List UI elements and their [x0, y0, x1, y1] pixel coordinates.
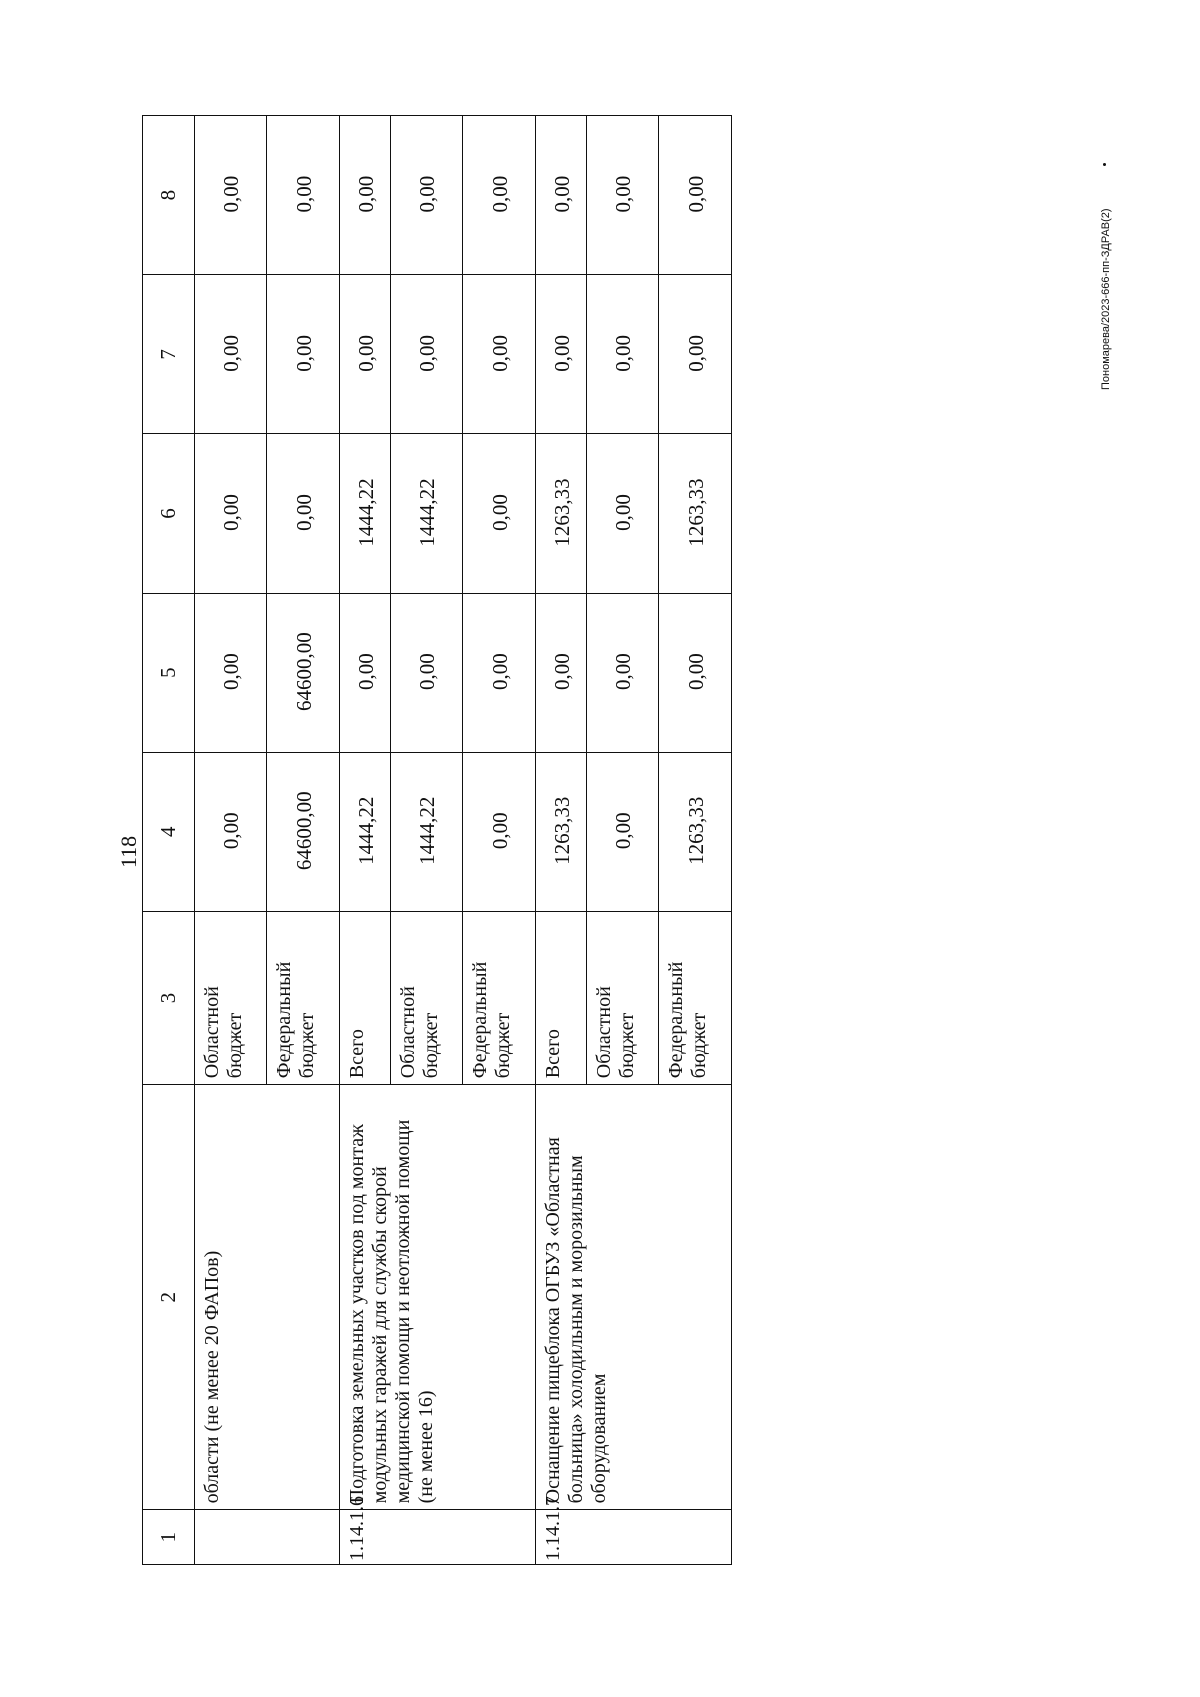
value-cell: 0,00 [194, 593, 267, 752]
budget-source: Федеральный бюджет [659, 911, 732, 1084]
value-cell: 0,00 [536, 593, 587, 752]
value-cell: 0,00 [536, 275, 587, 434]
value-cell: 1263,33 [659, 434, 732, 593]
value-cell: 0,00 [586, 116, 659, 275]
value-cell: 0,00 [267, 116, 340, 275]
value-cell: 1444,22 [390, 752, 463, 911]
value-cell: 0,00 [463, 434, 536, 593]
value-cell: 0,00 [194, 752, 267, 911]
header-col-2: 2 [143, 1085, 195, 1510]
budget-source: Всего [536, 911, 587, 1084]
header-col-5: 5 [143, 593, 195, 752]
table-row [340, 116, 391, 1565]
document-stamp: Пономарева/2023-666-пп-ЗДРАВ(2) [1100, 208, 1112, 390]
value-cell: 0,00 [463, 752, 536, 911]
budget-source: Областной бюджет [586, 911, 659, 1084]
item-code: 1.14.1.6 [340, 1510, 536, 1565]
value-cell: 0,00 [586, 434, 659, 593]
value-cell: 1263,33 [536, 434, 587, 593]
table-row [194, 116, 267, 1565]
value-cell: 1263,33 [536, 752, 587, 911]
value-cell: 0,00 [194, 275, 267, 434]
value-cell: 0,00 [267, 275, 340, 434]
value-cell: 0,00 [390, 116, 463, 275]
value-cell: 0,00 [463, 593, 536, 752]
value-cell: 1263,33 [659, 752, 732, 911]
budget-source: Областной бюджет [390, 911, 463, 1084]
budget-source: Федеральный бюджет [267, 911, 340, 1084]
value-cell: 0,00 [586, 275, 659, 434]
value-cell: 0,00 [340, 116, 391, 275]
budget-source: Федеральный бюджет [463, 911, 536, 1084]
item-description: области (не менее 20 ФАПов) [194, 1085, 339, 1510]
header-col-8: 8 [143, 116, 195, 275]
value-cell: 0,00 [340, 275, 391, 434]
value-cell: 0,00 [390, 593, 463, 752]
value-cell: 64600,00 [267, 593, 340, 752]
value-cell: 0,00 [463, 116, 536, 275]
header-col-6: 6 [143, 434, 195, 593]
value-cell: 0,00 [194, 116, 267, 275]
value-cell: 0,00 [463, 275, 536, 434]
value-cell: 0,00 [659, 116, 732, 275]
budget-table-container [142, 115, 732, 1565]
page-number: 118 [116, 835, 141, 868]
header-col-3: 3 [143, 911, 195, 1084]
value-cell: 1444,22 [340, 434, 391, 593]
value-cell: 0,00 [586, 752, 659, 911]
value-cell: 0,00 [390, 275, 463, 434]
value-cell: 0,00 [659, 275, 732, 434]
value-cell: 64600,00 [267, 752, 340, 911]
value-cell: 1444,22 [340, 752, 391, 911]
table-row [536, 116, 587, 1565]
item-code [194, 1510, 339, 1565]
value-cell: 0,00 [267, 434, 340, 593]
value-cell: 1444,22 [390, 434, 463, 593]
header-col-4: 4 [143, 752, 195, 911]
header-row [143, 116, 195, 1565]
budget-table [142, 115, 732, 1565]
item-description: Подготовка земельных участков под монтаж модульных гаражей для службы скорой медицинской помощи и неотложной помощи (не менее 16) [340, 1085, 536, 1510]
value-cell: 0,00 [340, 593, 391, 752]
item-description: Оснащение пищеблока ОГБУЗ «Областная больница» холодильным и морозильным оборудованием [536, 1085, 732, 1510]
budget-source: Всего [340, 911, 391, 1084]
scan-dot [1103, 163, 1106, 166]
budget-source: Областной бюджет [194, 911, 267, 1084]
item-code: 1.14.1.7 [536, 1510, 732, 1565]
value-cell: 0,00 [194, 434, 267, 593]
header-col-7: 7 [143, 275, 195, 434]
header-col-1: 1 [143, 1510, 195, 1565]
value-cell: 0,00 [586, 593, 659, 752]
value-cell: 0,00 [659, 593, 732, 752]
value-cell: 0,00 [536, 116, 587, 275]
